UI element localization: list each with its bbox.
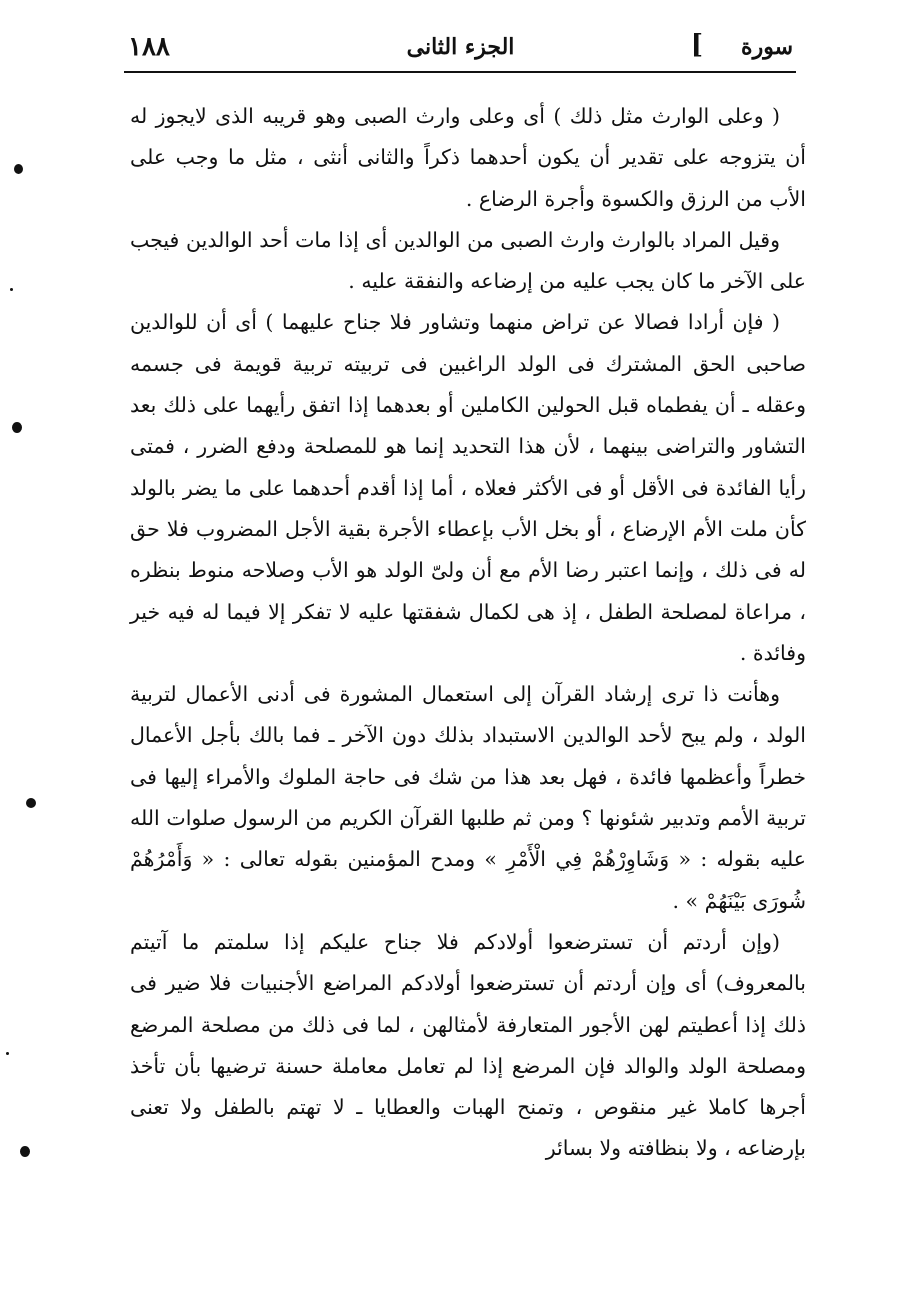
page-header: [128, 28, 793, 70]
margin-speck: [12, 422, 22, 433]
surah-label: سورة: [741, 34, 793, 60]
margin-speck: [14, 164, 23, 174]
paragraph-weaning: ( فإن أرادا فصالا عن تراض منهما وتشاور فلا جناح عليهما ) أى أن للوالدين صاحبى الحق المشترك فى الولد الراغبين فى تربيته تربية قويمة فى جسمه وعقله ـ أن يفطماه قبل الحولين الكاملين أو بعدهما إذا اتفق رأيهما على ذلك بعد التشاور والتراضى بينهما ، لأن هذا التحديد إنما هو للمصلحة ودفع الضرر ، فمتى رأيا الفائدة فى الأقل أو فى الأكثر فعلاه ، أما إذا أقدم أحدهما على ما يضر بالولد كأن ملت الأم الإرضاع ، أو بخل الأب بإعطاء الأجرة بقية الأجل المضروب فلا حق له فى ذلك ، وإنما اعتبر رضا الأم مع أن ولىّ الولد هو الأب وصلاحه منوط بنظره ، مراعاة لمصلحة الطفل ، إذ هى لكمال شفقتها عليه لا تفكر إلا فيما له فيه خير وفائدة .: [130, 310, 806, 665]
page-number: ١٨٨: [128, 32, 170, 62]
paragraph-heir-parent: وقيل المراد بالوارث وارث الصبى من الوالدين أى إذا مات أحد الوالدين فيجب على الآخر ما كان يجب عليه من إرضاعه والنفقة عليه .: [130, 227, 806, 294]
margin-speck: [6, 1052, 9, 1055]
margin-speck: [10, 288, 13, 291]
part-title: الجزء الثانى: [406, 34, 515, 60]
page-body: [130, 96, 806, 1170]
header-rule: [124, 71, 796, 73]
margin-speck: [26, 798, 36, 808]
paragraph-wet-nurse: (وإن أردتم أن تسترضعوا أولادكم فلا جناح عليكم إذا سلمتم ما آتيتم بالمعروف) أى وإن أردتم أن تسترضعوا أولادكم المراضع الأجنبيات فلا ضير فى ذلك إذا أعطيتم لهن الأجور المتعارفة لأمثالهن ، لما فى ذلك من مصلحة المرضع ومصلحة الولد والوالد فإن المرضع إذا لم تعامل معاملة حسنة ترضيها بأن تأخذ أجرها كاملا غير منقوص ، وتمنح الهبات والعطايا ـ لا تهتم بالطفل ولا تعنى بإرضاعه ، ولا بنظافته ولا بسائر: [130, 929, 806, 1161]
paragraph-consultation: وهأنت ذا ترى إرشاد القرآن إلى استعمال المشورة فى أدنى الأعمال لتربية الولد ، ولم يبح لأحد الوالدين الاستبداد بذلك دون الآخر ـ فما بالك بأجل الأعمال خطراً وأعظمها فائدة ، فهل بعد هذا من شك فى حاجة الملوك والأمراء إليها فى تربية الأمم وتدبير شئونها ؟ ومن ثم طلبها القرآن الكريم من الرسول صلوات الله عليه بقوله : « وَشَاوِرْهُمْ فِي الْأَمْرِ » ومدح المؤمنين بقوله تعالى : « وَأَمْرُهُمْ شُورَى بَيْنَهُمْ » .: [130, 682, 806, 913]
header-bracket: [: [690, 30, 703, 60]
paragraph-heir-duty: ( وعلى الوارث مثل ذلك ) أى وعلى وارث الصبى وهو قريبه الذى لايجوز له أن يتزوجه على تقدير أن يكون أحدهما ذكراً والثانى أنثى ، مثل ما وجب على الأب من الرزق والكسوة وأجرة الرضاع .: [130, 104, 806, 211]
margin-speck: [20, 1146, 30, 1157]
